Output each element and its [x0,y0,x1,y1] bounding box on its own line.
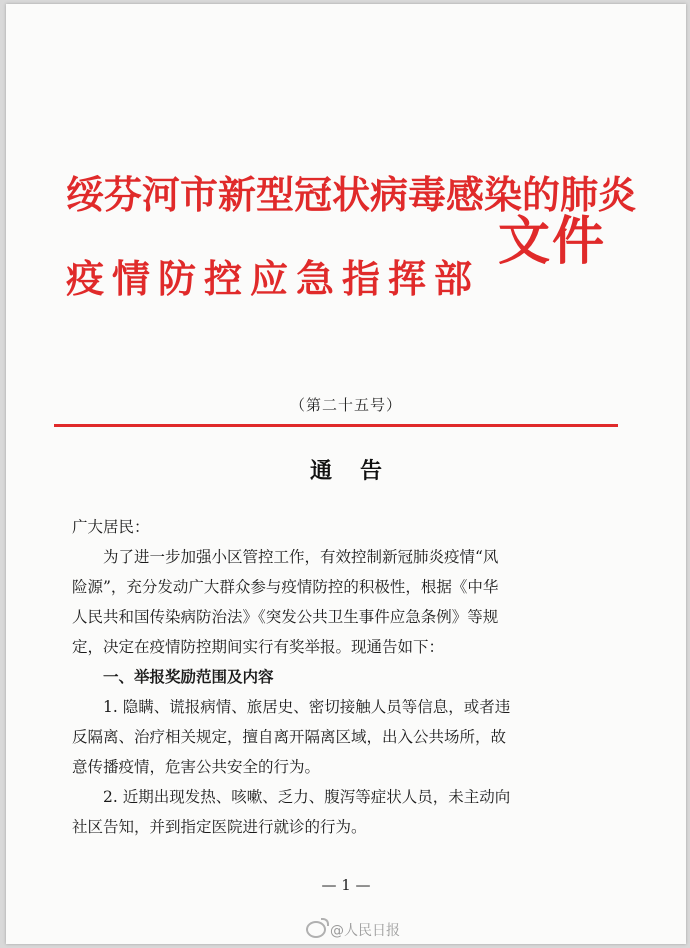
watermark [306,920,400,940]
item1-line-2: 反隔离、治疗相关规定，擅自离开隔离区域，出入公共场所，故 [72,728,507,746]
notice-title: 通告 [309,458,410,484]
document-number: （第二十五号） [289,396,402,414]
red-divider-line [54,424,618,427]
intro-line-1: 为了进一步加强小区管控工作，有效控制新冠肺炎疫情“风 [103,548,499,566]
document-page [6,4,686,944]
header-issuer-line1: 绥芬河市新型冠状病毒感染的肺炎 [66,172,637,217]
intro-line-3: 人民共和国传染病防治法》《突发公共卫生事件应急条例》等规 [72,608,499,626]
intro-line-4: 定，决定在疫情防控期间实行有奖举报。现通告如下： [72,638,445,656]
header-document-label: 文件 [498,211,607,272]
item2-line-1: 2. 近期出现发热、咳嗽、乏力、腹泻等症状人员，未主动向 [103,788,511,806]
salutation: 广大居民： [72,518,150,536]
document-header [66,172,637,342]
page-number: — 1 — [321,876,371,894]
notice-body [72,512,592,842]
watermark-text: @人民日报 [330,923,400,939]
item2-line-2: 社区告知，并到指定医院进行就诊的行为。 [72,818,367,836]
header-issuer-line2: 疫情防控应急指挥部 [66,256,481,301]
item1-line-3: 意传播疫情，危害公共安全的行为。 [72,758,321,776]
weibo-icon [306,921,326,938]
section-heading-1: 一、举报奖励范围及内容 [103,668,274,686]
intro-line-2: 险源”，充分发动广大群众参与疫情防控的积极性，根据《中华 [72,578,499,596]
item1-line-1: 1. 隐瞒、谎报病情、旅居史、密切接触人员等信息，或者违 [103,698,511,716]
